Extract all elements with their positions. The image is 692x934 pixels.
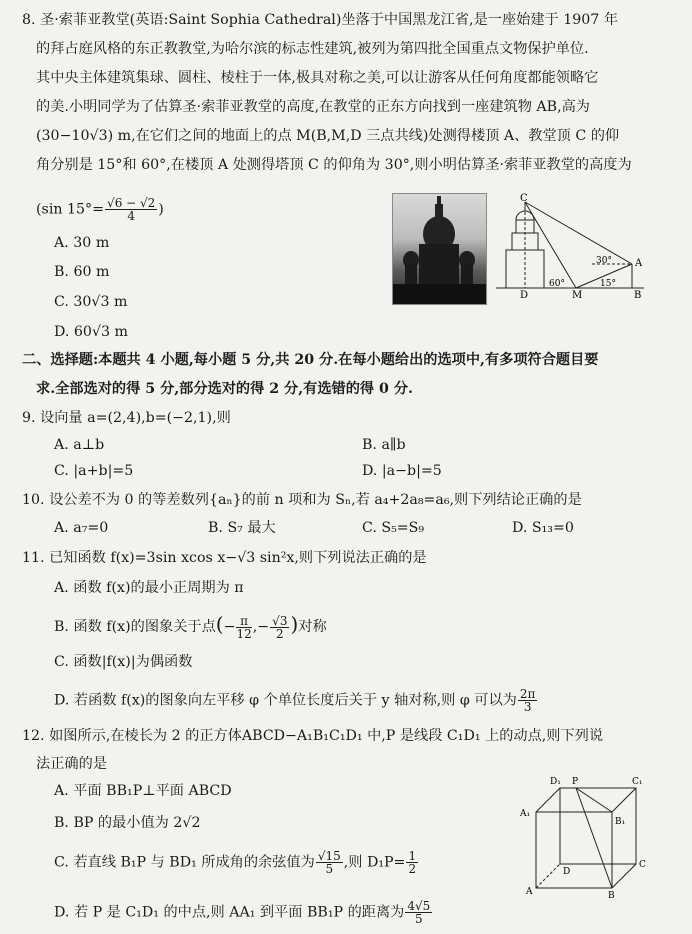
q8-option-d[interactable]: D. 60√3 m [54, 324, 128, 340]
q11-option-d[interactable]: D. 若函数 f(x)的图象向左平移 φ 个单位长度后关于 y 轴对称,则 φ 可以为 $\frac{2\pi}{3}$ [54, 687, 536, 714]
q11-option-a[interactable]: A. 函数 f(x)的最小正周期为 π [54, 580, 244, 596]
fig12-label-d1: D₁ [550, 777, 561, 787]
q9-option-d[interactable]: D. |a−b|=5 [362, 463, 442, 479]
q9-option-a[interactable]: A. a⊥b [54, 437, 105, 453]
q8-hint-fraction: $\frac{√6 - √2}{4}$ [107, 196, 156, 223]
q8-option-a[interactable]: A. 30 m [54, 235, 110, 251]
fig12-label-b: B [608, 891, 615, 900]
fig12-label-a1: A₁ [520, 809, 531, 819]
q10-option-d[interactable]: D. S₁₃=0 [512, 520, 574, 536]
q12-option-b[interactable]: B. BP 的最小值为 2√2 [54, 815, 201, 831]
fig8-angle-15: 15° [600, 279, 616, 289]
q12-stem-2: 法正确的是 [36, 756, 107, 772]
q12-stem-1: 12. 如图所示,在棱长为 2 的正方体ABCD−A₁B₁C₁D₁ 中,P 是线段 C₁D₁ 上的动点,则下列说 [22, 728, 604, 744]
q8-line-5: (30−10√3) m,在它们之间的地面上的点 M(B,M,D 三点共线)处测得楼顶 A、教堂顶 C 的仰 [36, 128, 620, 144]
fig8-label-d: D [520, 290, 529, 301]
q8-line-2: 的拜占庭风格的东正教教堂,为哈尔滨的标志性建筑,被列为第四批全国重点文物保护单位. [36, 41, 589, 57]
fig8-label-c: C [520, 193, 528, 204]
q8-figure [492, 190, 652, 305]
q11-option-c[interactable]: C. 函数|f(x)|为偶函数 [54, 654, 193, 670]
q12-option-d[interactable]: D. 若 P 是 C₁D₁ 的中点,则 AA₁ 到平面 BB₁P 的距离为 $\frac{4√5}{5}$ [54, 899, 431, 926]
fig8-label-m: M [572, 290, 583, 301]
q10-stem: 10. 设公差不为 0 的等差数列{aₙ}的前 n 项和为 Sₙ,若 a₄+2a₈=a₆,则下列结论正确的是 [22, 492, 582, 508]
q11-option-b[interactable]: B. 函数 f(x)的图象关于点(− $\frac{\pi}{12}$ ,− $\frac{√3}{2}$ )对称 [54, 612, 327, 641]
q8-line-1: 8. 圣·索菲亚教堂(英语:Saint Sophia Cathedral)坐落于中国黑龙江省,是一座始建于 1907 年 [22, 12, 619, 28]
section2-heading-1: 二、选择题:本题共 4 小题,每小题 5 分,共 20 分.在每小题给出的选项中,有多项符合题目要 [22, 352, 599, 368]
q10-option-b[interactable]: B. S₇ 最大 [208, 520, 276, 536]
fig12-label-p: P [572, 777, 579, 787]
section2-heading-2: 求.全部选对的得 5 分,部分选对的得 2 分,有选错的得 0 分. [36, 381, 413, 397]
q8-option-b[interactable]: B. 60 m [54, 264, 110, 280]
q9-option-b[interactable]: B. a∥b [362, 437, 406, 453]
q12-option-a[interactable]: A. 平面 BB₁P⊥平面 ABCD [54, 783, 232, 799]
fig12-label-c1: C₁ [632, 777, 643, 787]
fig12-label-d: D [563, 867, 571, 877]
q8-option-c[interactable]: C. 30√3 m [54, 294, 128, 310]
fig12-label-c: C [639, 860, 646, 870]
q8-line-6: 角分别是 15°和 60°,在楼顶 A 处测得塔顶 C 的仰角为 30°,则小明估算圣·索菲亚教堂的高度为 [36, 157, 632, 173]
q8-line-4: 的美.小明同学为了估算圣·索菲亚教堂的高度,在教堂的正东方向找到一座建筑物 AB,高为 [36, 99, 590, 115]
cathedral-photo [392, 193, 487, 305]
q10-option-a[interactable]: A. a₇=0 [54, 520, 109, 536]
fig8-angle-30: 30° [596, 256, 612, 266]
q8-line-3: 其中央主体建筑集球、圆柱、棱柱于一体,极具对称之美,可以让游客从任何角度都能领略它 [36, 70, 599, 86]
fig8-angle-60: 60° [549, 279, 565, 289]
q8-hint: (sin 15°= $\frac{√6 - √2}{4}$ ) [36, 196, 164, 223]
q12-cube-figure [516, 772, 656, 900]
fig12-label-b1: B₁ [615, 817, 626, 827]
fig12-label-a: A [526, 887, 533, 897]
fig8-label-b: B [634, 290, 642, 301]
q11-stem: 11. 已知函数 f(x)=3sin xcos x−√3 sin²x,则下列说法正确的是 [22, 550, 427, 566]
fig8-label-a: A [635, 258, 643, 269]
q9-stem: 9. 设向量 a=(2,4),b=(−2,1),则 [22, 410, 231, 426]
q10-option-c[interactable]: C. S₅=S₉ [362, 520, 425, 536]
q12-option-c[interactable]: C. 若直线 B₁P 与 BD₁ 所成角的余弦值为 $\frac{√15}{5}$ ,则 D₁P= $\frac{1}{2}$ [54, 849, 417, 876]
q9-option-c[interactable]: C. |a+b|=5 [54, 463, 134, 479]
